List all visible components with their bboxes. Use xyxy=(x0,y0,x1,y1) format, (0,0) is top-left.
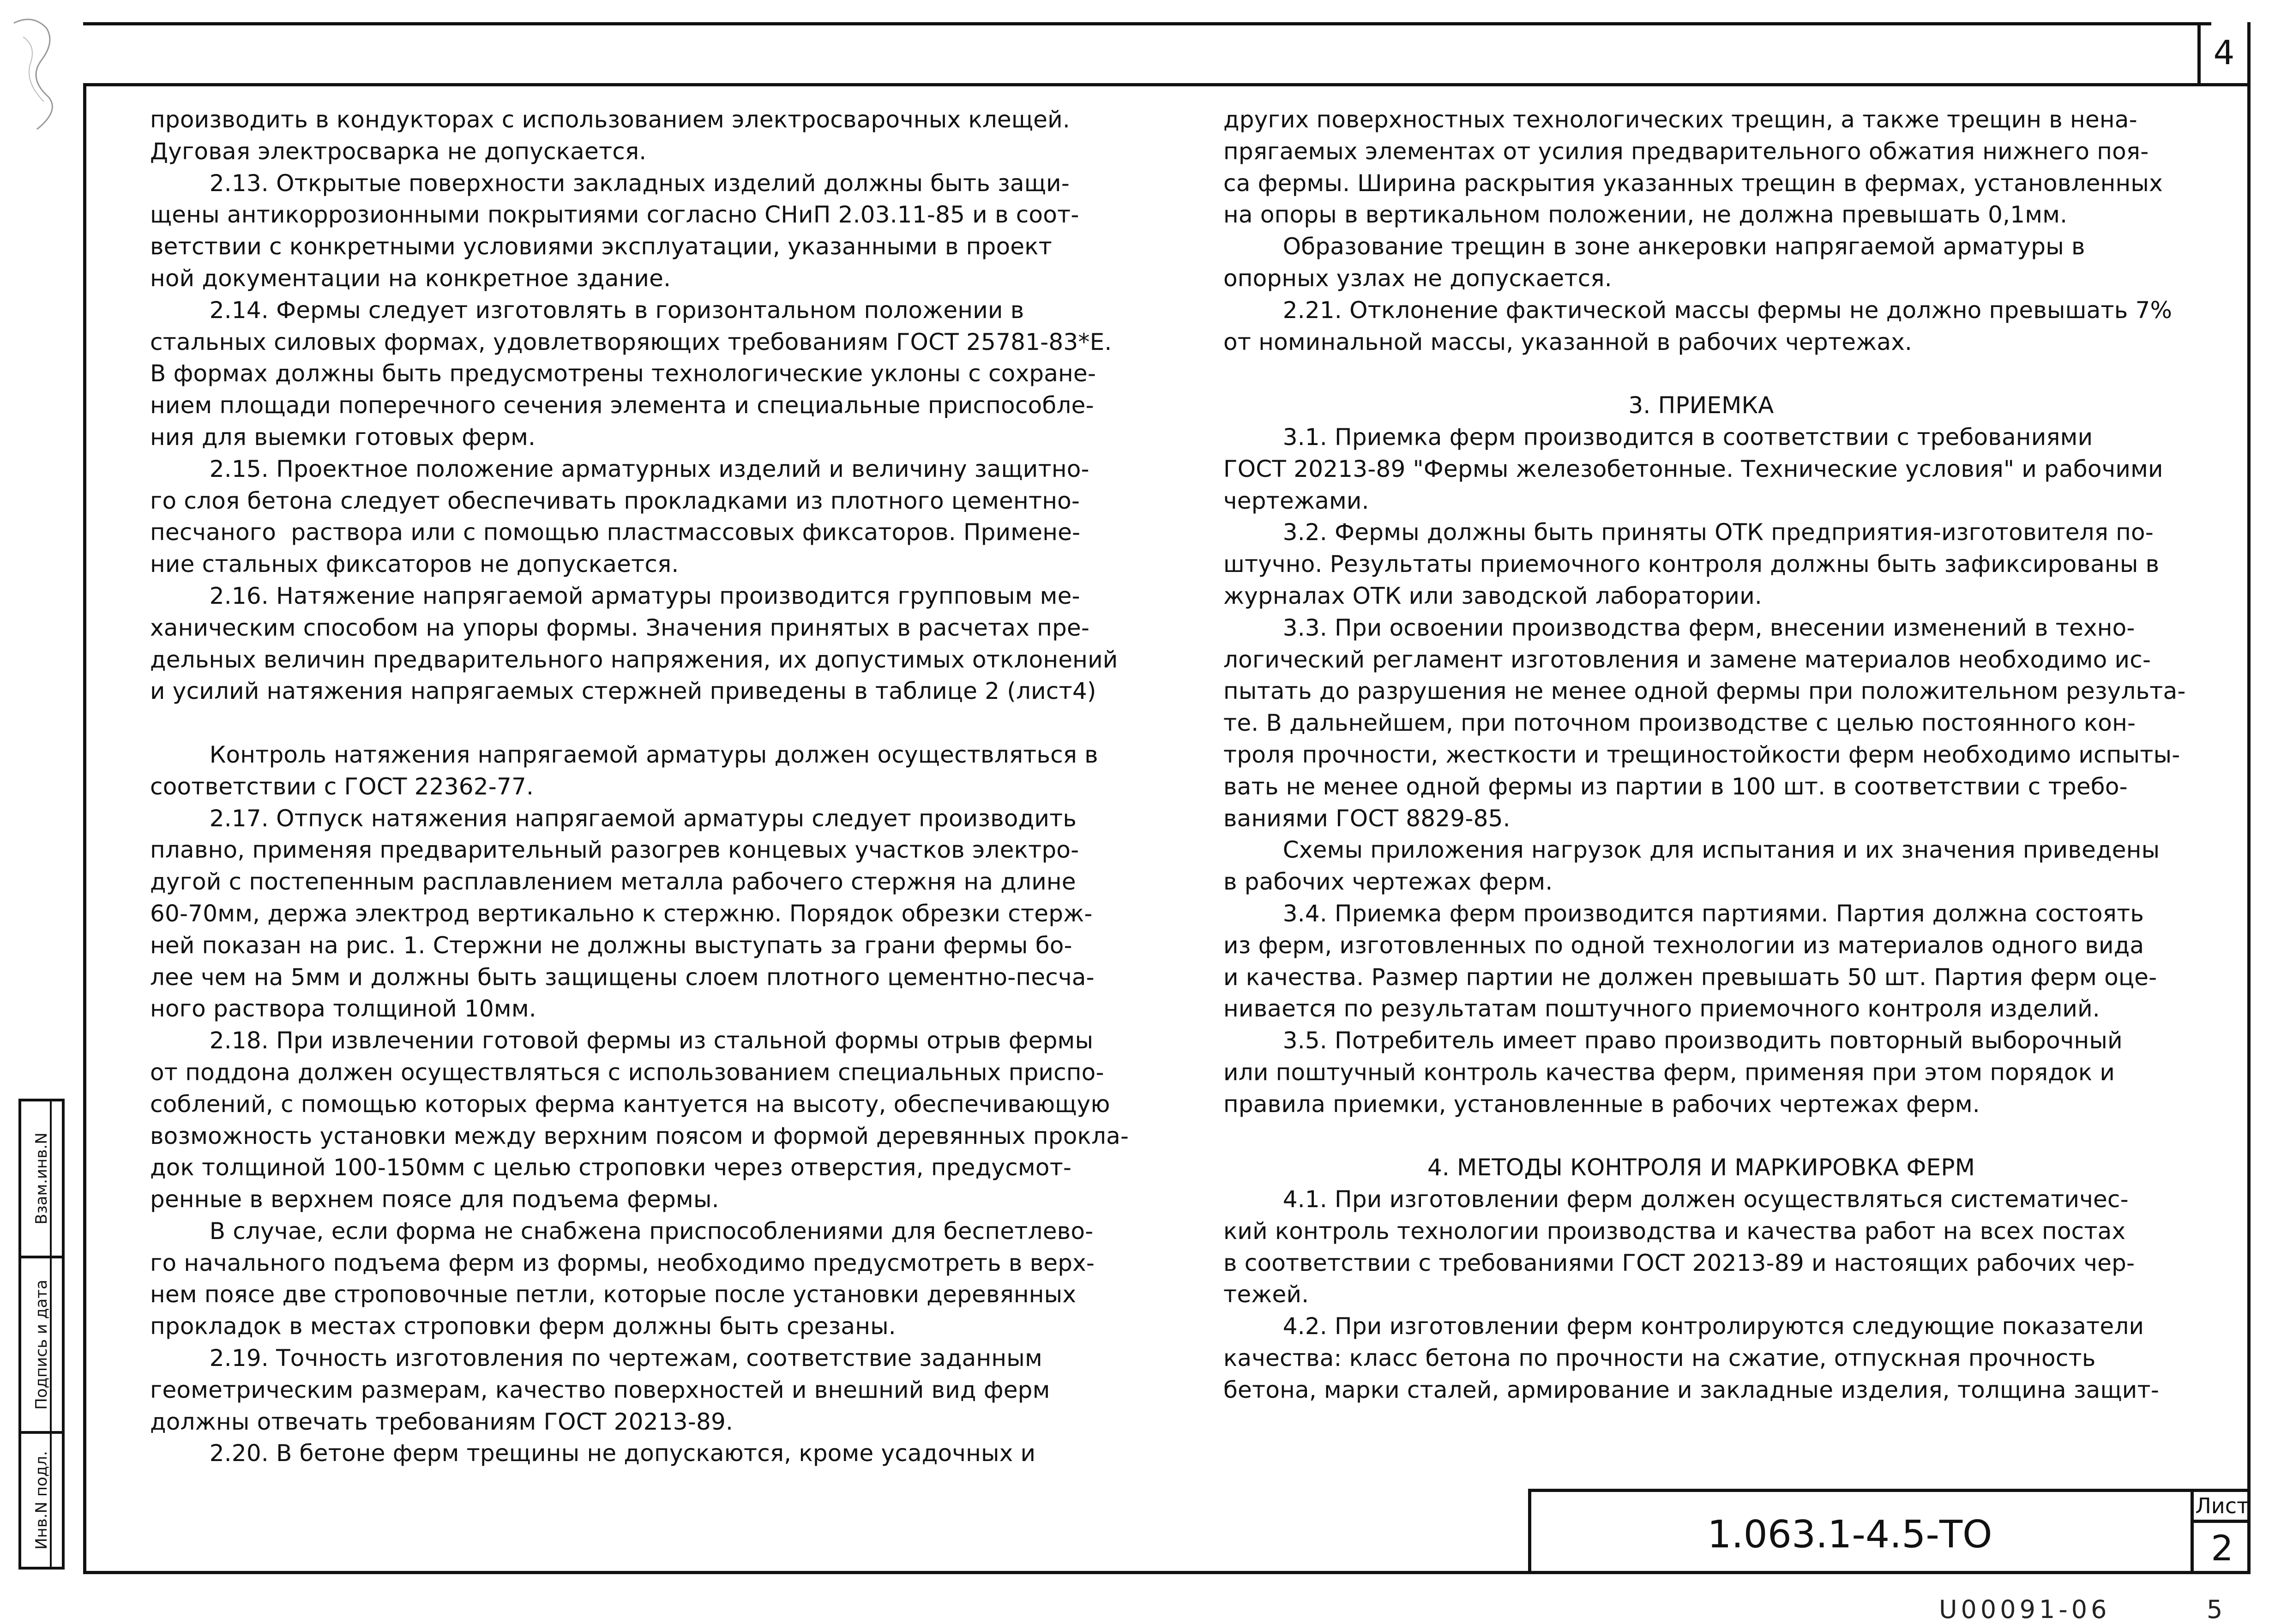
sheet-cell xyxy=(2191,1492,2251,1574)
text-line: ного раствора толщиной 10мм. xyxy=(150,995,536,1023)
text-line: чертежами. xyxy=(1223,487,1369,514)
text-line: 2.17. Отпуск натяжения напрягаемой арматуры следует производить xyxy=(150,805,1077,832)
section-heading: 3. ПРИЕМКА xyxy=(1628,392,1774,419)
text-line: 3.3. При освоении производства ферм, внесении изменений в техно- xyxy=(1223,614,2135,641)
text-line: 4.1. При изготовлении ферм должен осуществляться систематичес- xyxy=(1223,1186,2129,1213)
text-line: опорных узлах не допускается. xyxy=(1223,265,1612,292)
text-line: прягаемых элементах от усилия предварительного обжатия нижнего поя- xyxy=(1223,138,2149,165)
text-line: 2.15. Проектное положение арматурных изделий и величину защитно- xyxy=(150,455,1089,482)
text-line: щены антикоррозионными покрытиями согласно СНиП 2.03.11-85 и в соот- xyxy=(150,201,1079,229)
left-text-column xyxy=(150,104,1129,1469)
right-text-column xyxy=(1223,104,2186,1406)
text-line: в соответствии с требованиями ГОСТ 20213-89 и настоящих рабочих чер- xyxy=(1223,1249,2135,1276)
text-line: В случае, если форма не снабжена приспособлениями для беспетлево- xyxy=(150,1217,1094,1245)
frame-top-extension xyxy=(83,22,2211,83)
text-line: дугой с постепенным расплавлением металла рабочего стержня на длине xyxy=(150,868,1076,896)
text-line: качества: класс бетона по прочности на сжатие, отпускная прочность xyxy=(1223,1345,2096,1372)
text-line: 2.14. Фермы следует изготовлять в горизонтальном положении в xyxy=(150,296,1024,324)
text-line: от номинальной массы, указанной в рабочих чертежах. xyxy=(1223,328,1913,355)
text-line: прокладок в местах строповки ферм должны быть срезаны. xyxy=(150,1313,896,1340)
text-line: Схемы приложения нагрузок для испытания и их значения приведены xyxy=(1223,836,2160,864)
text-line: пытать до разрушения не менее одной фермы при положительном результа- xyxy=(1223,678,2186,705)
side-label-signature-date: Подпись и дата xyxy=(32,1280,51,1410)
text-line: Образование трещин в зоне анкеровки напрягаемой арматуры в xyxy=(1223,233,2085,260)
text-line: 60-70мм, держа электрод вертикально к стержню. Порядок обрезки стерж- xyxy=(150,900,1093,927)
side-cell-replacement-inv xyxy=(21,1101,62,1258)
text-line: ние стальных фиксаторов не допускается. xyxy=(150,551,679,578)
text-line: 2.20. В бетоне ферм трещины не допускаются, кроме усадочных и xyxy=(150,1440,1036,1467)
text-line: 2.16. Натяжение напрягаемой арматуры производится групповым ме- xyxy=(150,582,1080,609)
section-heading: 4. МЕТОДЫ КОНТРОЛЯ И МАРКИРОВКА ФЕРМ xyxy=(1427,1154,1975,1181)
text-line: дельных величин предварительного напряжения, их допустимых отклонений xyxy=(150,646,1118,673)
text-line: ной документации на конкретное здание. xyxy=(150,265,671,292)
text-line: плавно, применяя предварительный разогрев концевых участков электро- xyxy=(150,836,1079,864)
text-line: и качества. Размер партии не должен превышать 50 шт. Партия ферм оце- xyxy=(1223,963,2157,991)
text-line: В формах должны быть предусмотрены технологические уклоны с сохране- xyxy=(150,360,1096,387)
text-line: тежей. xyxy=(1223,1281,1309,1308)
text-line: Дуговая электросварка не допускается. xyxy=(150,138,647,165)
text-line: лее чем на 5мм и должны быть защищены слоем плотного цементно-песча- xyxy=(150,963,1095,991)
text-line: го слоя бетона следует обеспечивать прокладками из плотного цементно- xyxy=(150,487,1080,514)
text-line: ней показан на рис. 1. Стержни не должны выступать за грани фермы бо- xyxy=(150,932,1072,959)
text-line: 2.19. Точность изготовления по чертежам, соответствие заданным xyxy=(150,1345,1042,1372)
text-line: троля прочности, жесткости и трещиностойкости ферм необходимо испыты- xyxy=(1223,741,2180,768)
sheet-label: Лист xyxy=(2194,1492,2251,1523)
text-line: вать не менее одной фермы из партии в 100 шт. в соответствии с требо- xyxy=(1223,773,2128,800)
text-line: 3.2. Фермы должны быть приняты ОТК предприятия-изготовителя по- xyxy=(1223,519,2154,546)
text-line xyxy=(1223,1120,2179,1152)
text-line: соблений, с помощью которых ферма кантуется на высоту, обеспечивающую xyxy=(150,1090,1110,1118)
text-line: логический регламент изготовления и замене материалов необходимо ис- xyxy=(1223,646,2151,673)
text-line: других поверхностных технологических трещин, а также трещин в нена- xyxy=(1223,106,2137,133)
title-block xyxy=(1528,1489,2251,1574)
text-line: 4.2. При изготовлении ферм контролируются следующие показатели xyxy=(1223,1313,2144,1340)
handwritten-scribble xyxy=(5,9,65,148)
text-line: геометрическим размерам, качество поверхностей и внешний вид ферм xyxy=(150,1376,1050,1403)
text-line: ренные в верхнем поясе для подъема фермы. xyxy=(150,1186,719,1213)
document-code: 1.063.1-4.5-ТО xyxy=(1707,1513,1992,1557)
archive-code: U00091-06 xyxy=(1939,1595,2111,1624)
text-line: ГОСТ 20213-89 "Фермы железобетонные. Технические условия" и рабочими xyxy=(1223,455,2163,482)
side-label-original-inv: Инв.N подл. xyxy=(32,1451,51,1550)
text-line: правила приемки, установленные в рабочих чертежах ферм. xyxy=(1223,1090,1980,1118)
text-line: от поддона должен осуществляться с использованием специальных приспо- xyxy=(150,1059,1104,1086)
side-approval-strip xyxy=(18,1099,65,1570)
corner-sheet-number: 4 xyxy=(2197,22,2251,83)
text-line: 2.21. Отклонение фактической массы фермы не должно превышать 7% xyxy=(1223,296,2173,324)
text-line: из ферм, изготовленных по одной технологии из материалов одного вида xyxy=(1223,932,2144,959)
page-number: 5 xyxy=(2207,1595,2223,1624)
text-line xyxy=(1223,358,2179,390)
text-line: 2.13. Открытые поверхности закладных изделий должны быть защи- xyxy=(150,169,1070,197)
text-line: 2.18. При извлечении готовой фермы из стальной формы отрыв фермы xyxy=(150,1027,1094,1054)
text-line: стальных силовых формах, удовлетворяющих требованиям ГОСТ 25781-83*Е. xyxy=(150,328,1112,355)
text-line: нем поясе две строповочные петли, которые после установки деревянных xyxy=(150,1281,1077,1308)
side-cell-original-inv xyxy=(21,1434,62,1567)
text-line: ветствии с конкретными условиями эксплуатации, указанными в проект xyxy=(150,233,1052,260)
text-line: са фермы. Ширина раскрытия указанных трещин в фермах, установленных xyxy=(1223,169,2163,197)
text-line: или поштучный контроль качества ферм, применяя при этом порядок и xyxy=(1223,1059,2115,1086)
text-line: и усилий натяжения напрягаемых стержней приведены в таблице 2 (лист4) xyxy=(150,678,1096,705)
text-line xyxy=(150,707,1110,739)
text-line: ханическим способом на упоры формы. Значения принятых в расчетах пре- xyxy=(150,614,1090,641)
text-line: в рабочих чертежах ферм. xyxy=(1223,868,1553,896)
text-line: бетона, марки сталей, армирование и закладные изделия, толщина защит- xyxy=(1223,1376,2160,1403)
text-line: на опоры в вертикальном положении, не должна превышать 0,1мм. xyxy=(1223,201,2068,229)
text-line: производить в кондукторах с использованием электросварочных клещей. xyxy=(150,106,1070,133)
text-line: журналах ОТК или заводской лаборатории. xyxy=(1223,582,1762,609)
text-line: те. В дальнейшем, при поточном производстве с целью постоянного кон- xyxy=(1223,710,2136,737)
text-line: Контроль натяжения напрягаемой арматуры должен осуществляться в xyxy=(150,741,1098,768)
text-line: 3.5. Потребитель имеет право производить повторный выборочный xyxy=(1223,1027,2123,1054)
text-line: штучно. Результаты приемочного контроля должны быть зафиксированы в xyxy=(1223,551,2160,578)
side-cell-signature-date xyxy=(21,1258,62,1434)
text-line: ния для выемки готовых ферм. xyxy=(150,423,536,451)
side-label-replacement-inv: Взам.инв.N xyxy=(32,1132,51,1225)
text-line: нивается по результатам поштучного приемочного контроля изделий. xyxy=(1223,995,2100,1023)
text-line: кий контроль технологии производства и качества работ на всех постах xyxy=(1223,1217,2126,1245)
text-line: должны отвечать требованиям ГОСТ 20213-89. xyxy=(150,1408,734,1435)
text-line: 3.4. Приемка ферм производится партиями. Партия должна состоять xyxy=(1223,900,2144,927)
text-line: нием площади поперечного сечения элемента и специальные приспособле- xyxy=(150,392,1094,419)
text-line: возможность установки между верхним поясом и формой деревянных прокла- xyxy=(150,1122,1129,1149)
text-line: док толщиной 100-150мм с целью строповки через отверстия, предусмот- xyxy=(150,1154,1072,1181)
text-line: го начального подъема ферм из формы, необходимо предусмотреть в верх- xyxy=(150,1249,1095,1276)
text-line: ваниями ГОСТ 8829-85. xyxy=(1223,805,1511,832)
sheet-number: 2 xyxy=(2211,1528,2233,1569)
text-line: соответствии с ГОСТ 22362-77. xyxy=(150,773,534,800)
text-line: 3.1. Приемка ферм производится в соответствии с требованиями xyxy=(1223,423,2093,451)
text-line: песчаного раствора или с помощью пластмассовых фиксаторов. Примене- xyxy=(150,519,1081,546)
